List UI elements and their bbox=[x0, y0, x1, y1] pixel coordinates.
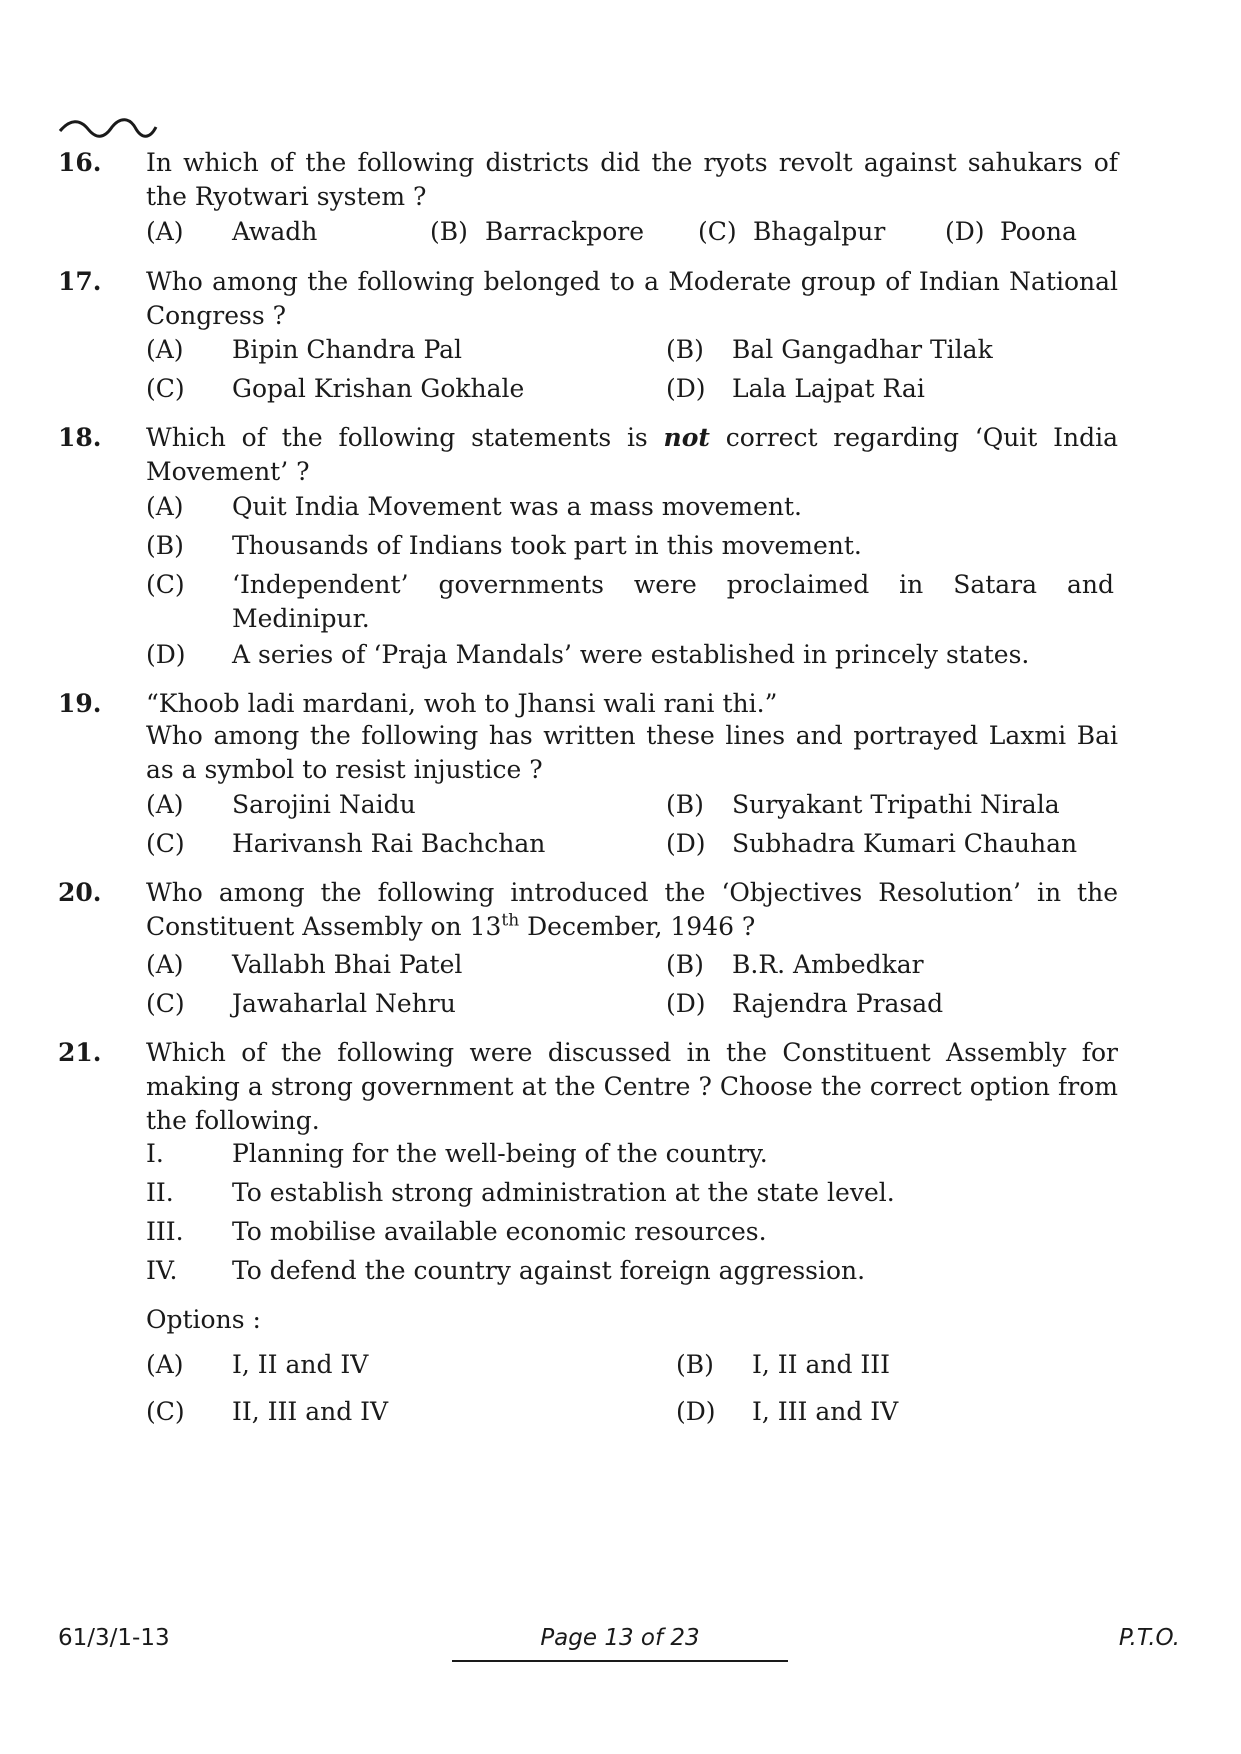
option-text: Awadh bbox=[232, 217, 318, 246]
option-text: A series of ‘Praja Mandals’ were established in princely states. bbox=[232, 640, 1030, 669]
option-label: (C) bbox=[146, 374, 185, 403]
option-text: Subhadra Kumari Chauhan bbox=[732, 829, 1078, 858]
option-label: (C) bbox=[146, 570, 185, 599]
option-text: Jawaharlal Nehru bbox=[232, 989, 456, 1018]
option-text: Vallabh Bhai Patel bbox=[232, 950, 463, 979]
option-label: (B) bbox=[146, 531, 184, 560]
option-label: (D) bbox=[666, 829, 706, 858]
page-number-underline bbox=[452, 1660, 788, 1662]
option-label: (C) bbox=[146, 829, 185, 858]
statement-label: I. bbox=[146, 1139, 164, 1168]
option-text: ‘Independent’ governments were proclaimed in Satara and Medinipur. bbox=[232, 570, 1114, 633]
option-label: (A) bbox=[146, 790, 184, 819]
question-17 bbox=[58, 265, 1118, 335]
statement-text: To mobilise available economic resources. bbox=[232, 1217, 767, 1246]
option-label: (B) bbox=[666, 335, 704, 364]
option-text: II, III and IV bbox=[232, 1397, 389, 1426]
statement-text: Planning for the well-being of the country. bbox=[232, 1139, 768, 1168]
page-number: Page 13 of 23 bbox=[540, 1625, 700, 1651]
stem-emphasis: not bbox=[663, 423, 710, 452]
options-heading: Options : bbox=[146, 1305, 261, 1334]
paper-code: 61/3/1-13 bbox=[58, 1625, 170, 1651]
option-text: Bipin Chandra Pal bbox=[232, 335, 463, 364]
option-text: Lala Lajpat Rai bbox=[732, 374, 925, 403]
option-text: Gopal Krishan Gokhale bbox=[232, 374, 525, 403]
question-number: 20. bbox=[58, 878, 102, 907]
option-label: (B) bbox=[666, 790, 704, 819]
option-label: (A) bbox=[146, 1350, 184, 1379]
question-number: 16. bbox=[58, 148, 102, 177]
option-text: I, II and IV bbox=[232, 1350, 369, 1379]
option-label: (D) bbox=[945, 217, 985, 246]
statement-text: To defend the country against foreign aggression. bbox=[232, 1256, 866, 1285]
option-text: Harivansh Rai Bachchan bbox=[232, 829, 546, 858]
option-label: (D) bbox=[666, 989, 706, 1018]
question-stem: Which of the following were discussed in the Constituent Assembly for making a strong government at the Centre ? Choose the correct option from the following. bbox=[146, 1038, 1118, 1135]
question-number: 17. bbox=[58, 267, 102, 296]
option-text: Sarojini Naidu bbox=[232, 790, 416, 819]
question-number: 19. bbox=[58, 689, 102, 718]
question-stem bbox=[146, 876, 1118, 944]
option-text: I, III and IV bbox=[752, 1397, 899, 1426]
option-text: Barrackpore bbox=[485, 217, 645, 246]
stem-text: December, 1946 ? bbox=[519, 912, 756, 941]
option-text: B.R. Ambedkar bbox=[732, 950, 924, 979]
option-label: (B) bbox=[666, 950, 704, 979]
option-label: (B) bbox=[430, 217, 468, 246]
question-stem bbox=[146, 421, 1118, 489]
option-text: Bal Gangadhar Tilak bbox=[732, 335, 993, 364]
option-text: Bhagalpur bbox=[753, 217, 886, 246]
option-label: (D) bbox=[676, 1397, 716, 1426]
statement-label: III. bbox=[146, 1217, 184, 1246]
pto-label: P.T.O. bbox=[1118, 1625, 1180, 1651]
option-label: (A) bbox=[146, 492, 184, 521]
option-label: (C) bbox=[146, 989, 185, 1018]
stem-superscript: th bbox=[501, 910, 520, 931]
option-text: Thousands of Indians took part in this movement. bbox=[232, 531, 862, 560]
question-18 bbox=[58, 421, 1118, 491]
option-text: Quit India Movement was a mass movement. bbox=[232, 492, 802, 521]
option-label: (D) bbox=[146, 640, 186, 669]
option-label: (A) bbox=[146, 217, 184, 246]
option-label: (A) bbox=[146, 335, 184, 364]
statement-label: IV. bbox=[146, 1256, 178, 1285]
question-number: 18. bbox=[58, 423, 102, 452]
wave-decoration-icon bbox=[58, 115, 158, 141]
question-stem: In which of the following districts did the ryots revolt against sahukars of the Ryotwari system ? bbox=[146, 148, 1118, 211]
question-stem: Who among the following has written these lines and portrayed Laxmi Bai as a symbol to resist injustice ? bbox=[146, 721, 1118, 784]
option-label: (A) bbox=[146, 950, 184, 979]
option-label: (C) bbox=[146, 1397, 185, 1426]
option-text: Rajendra Prasad bbox=[732, 989, 944, 1018]
option-text: Poona bbox=[1000, 217, 1077, 246]
statement-label: II. bbox=[146, 1178, 174, 1207]
option-text: I, II and III bbox=[752, 1350, 891, 1379]
option-label: (D) bbox=[666, 374, 706, 403]
stem-text: Which of the following statements is bbox=[146, 423, 664, 452]
question-stem: Who among the following belonged to a Moderate group of Indian National Congress ? bbox=[146, 267, 1118, 330]
question-20 bbox=[58, 876, 1118, 956]
option-text: Suryakant Tripathi Nirala bbox=[732, 790, 1060, 819]
stem-text: Who among the following introduced the ‘Objectives Resolution’ in the Constituent Assembly on 13 bbox=[146, 878, 1118, 941]
question-21 bbox=[58, 1036, 1118, 1146]
statement-text: To establish strong administration at the state level. bbox=[232, 1178, 895, 1207]
question-19 bbox=[58, 687, 1118, 797]
option-label: (C) bbox=[698, 217, 737, 246]
option-label: (B) bbox=[676, 1350, 714, 1379]
stem-text: correct regarding ‘Quit India Movement’ ? bbox=[146, 423, 1119, 486]
question-quote: “Khoob ladi mardani, woh to Jhansi wali rani thi.” bbox=[146, 689, 778, 718]
question-number: 21. bbox=[58, 1038, 102, 1067]
